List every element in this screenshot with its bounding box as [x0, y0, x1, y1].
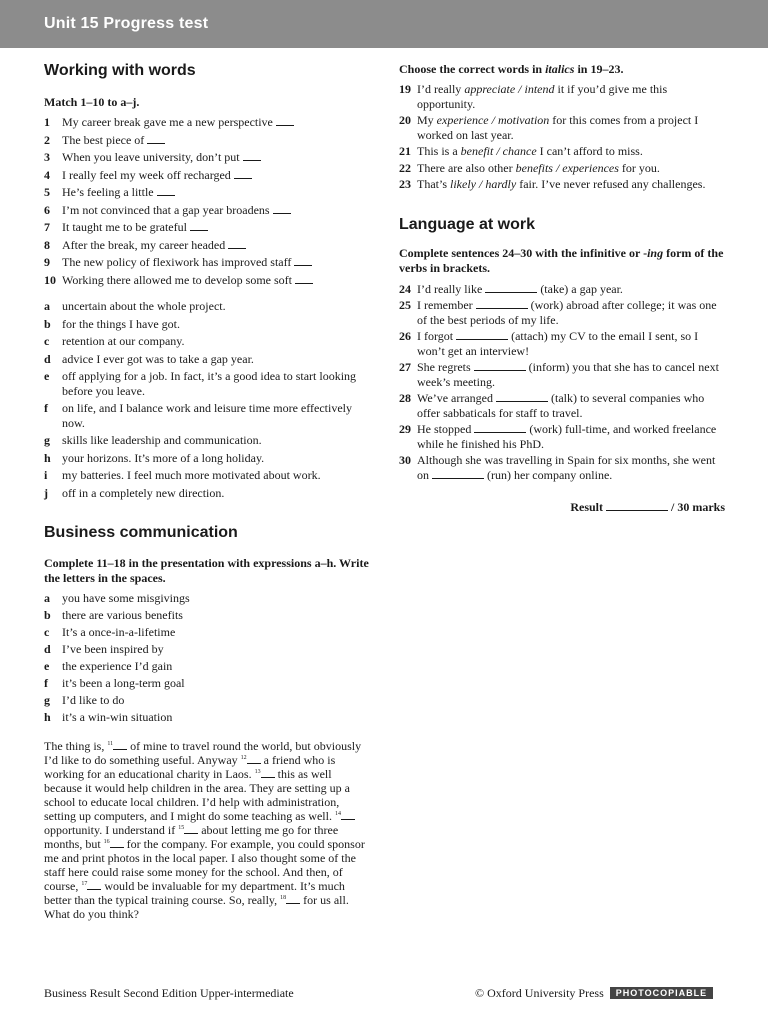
- word-choice[interactable]: appreciate / intend: [464, 82, 555, 96]
- expressions-list: [44, 591, 370, 725]
- word-choice[interactable]: benefits / experiences: [515, 160, 619, 175]
- list-item: 10 Working there allowed me to develop some soft: [44, 273, 370, 288]
- gap-13[interactable]: [261, 767, 275, 778]
- list-item: 1 My career break gave me a new perspective: [44, 115, 370, 130]
- list-item: 4 I really feel my week off recharged: [44, 168, 370, 183]
- list-item: e the experience I’d gain: [44, 659, 173, 673]
- list-item: 21 This is a benefit / chance I can’t afford to miss.: [399, 144, 643, 158]
- footer-copyright: © Oxford University Press PHOTOCOPIABLE: [475, 986, 713, 1001]
- list-item: a uncertain about the whole project.: [44, 299, 226, 313]
- footer-book-title: Business Result Second Edition Upper-intermediate: [44, 986, 294, 1000]
- result-label: Result: [570, 500, 603, 514]
- answer-blank[interactable]: [456, 329, 508, 340]
- list-item: i my batteries. I feel much more motivated about work.: [44, 468, 321, 482]
- gap-14[interactable]: [341, 809, 355, 820]
- word-choice[interactable]: benefit / chance: [460, 144, 537, 158]
- answer-blank[interactable]: [273, 203, 291, 214]
- list-item: d I’ve been inspired by: [44, 642, 164, 656]
- answer-blank[interactable]: [190, 220, 208, 231]
- left-column: [44, 62, 370, 921]
- sentences-list: [399, 282, 725, 483]
- result-line: [399, 500, 725, 515]
- list-item: g I’d like to do: [44, 693, 125, 707]
- list-item: a you have some misgivings: [44, 591, 190, 605]
- list-item: d advice I ever got was to take a gap year.: [44, 351, 254, 366]
- list-item: h it’s a win-win situation: [44, 710, 173, 724]
- list-item: 26 I forgot (attach) my CV to the email I sent, so I won’t get an interview!: [399, 329, 699, 358]
- presentation-passage: The thing is, $^{11}$ of mine to travel round the world, but obviously I’d like to do something useful. Anyway $^{12}$ a friend who is working for an educational charity in Laos. $^{13}$ this as well because it would help children in the area. They are setting up a school to educate local children. I’d help with administration, setting up computers, and I might do some teaching as well. $^{14}$ opportunity. I understand if $^{15}$ about letting me go for three months, but $^{16}$ for the company. For example, you could sponsor me and print photos in the local paper. I also thought some of the staff here could raise some money for the school. And then, of course, $^{17}$ would be invaluable for my department. It’s much better than the typical training course. So, really, $^{18}$ for us all. What do you think?: [44, 738, 365, 921]
- answer-blank[interactable]: [474, 360, 526, 371]
- list-item: b there are various benefits: [44, 608, 183, 622]
- answer-blank[interactable]: [228, 238, 246, 249]
- gap-11[interactable]: [113, 739, 127, 750]
- answer-blank[interactable]: [234, 168, 252, 179]
- section-heading-working-with-words: Working with words: [44, 62, 196, 79]
- list-item: 25 I remember (work) abroad after college; it was one of the best periods of my life.: [399, 298, 717, 327]
- section-heading-language-at-work: Language at work: [399, 215, 536, 233]
- list-item: 5 He’s feeling a little: [44, 185, 370, 200]
- result-blank[interactable]: [606, 500, 668, 511]
- instruction-complete-presentation: Complete 11–18 in the presentation with expressions a–h. Write the letters in the spaces.: [44, 556, 369, 585]
- list-item: 27 She regrets (inform) you that she has to cancel next week’s meeting.: [399, 360, 719, 389]
- list-item: 7 It taught me to be grateful: [44, 220, 370, 235]
- list-item: 19 I’d really appreciate / intend it if you’d give me this opportunity.: [399, 82, 668, 111]
- answer-blank[interactable]: [496, 391, 548, 402]
- word-choice[interactable]: likely / hardly: [450, 177, 517, 191]
- answer-blank[interactable]: [485, 282, 537, 293]
- answer-blank[interactable]: [243, 150, 261, 161]
- gap-16[interactable]: [110, 837, 124, 848]
- list-item: h your horizons. It’s more of a long holiday.: [44, 450, 265, 465]
- word-choice[interactable]: experience / motivation: [436, 113, 550, 127]
- answer-blank[interactable]: [295, 273, 313, 284]
- list-item: 29 He stopped (work) full-time, and worked freelance while he finished his PhD.: [399, 422, 717, 451]
- answer-blank[interactable]: [147, 133, 165, 144]
- gap-17[interactable]: [87, 879, 101, 890]
- list-item: c retention at our company.: [44, 334, 185, 348]
- list-item: 24 I’d really like (take) a gap year.: [399, 281, 623, 296]
- result-marks: / 30 marks: [671, 500, 725, 514]
- list-item: 20 My experience / motivation for this comes from a project I worked on last year.: [399, 113, 699, 142]
- page-header: [0, 0, 768, 48]
- list-item: 30 Although she was travelling in Spain for six months, she went on (run) her company online.: [399, 453, 716, 482]
- list-item: 6 I’m not convinced that a gap year broadens: [44, 203, 370, 218]
- list-item: 9 The new policy of flexiwork has improved staff: [44, 255, 370, 270]
- instruction-choose: Choose the correct words in italics in 19–23.: [399, 62, 624, 76]
- gap-12[interactable]: [247, 753, 261, 764]
- answer-blank[interactable]: [276, 115, 294, 126]
- list-item: 28 We’ve arranged (talk) to several companies who offer sabbaticals for staff to travel.: [399, 391, 705, 420]
- section-heading-business-communication: Business communication: [44, 524, 238, 541]
- list-item: b for the things I have got.: [44, 316, 180, 331]
- instruction-match: Match 1–10 to a–j.: [44, 95, 140, 109]
- list-item: g skills like leadership and communication.: [44, 433, 262, 447]
- list-item: 22 There are also other benefits / experiences for you.: [399, 160, 660, 175]
- list-item: e off applying for a job. In fact, it’s a good idea to start looking before you leave.: [44, 369, 357, 398]
- list-item: f on life, and I balance work and leisure time more effectively now.: [44, 401, 352, 430]
- list-item: c It’s a once-in-a-lifetime: [44, 625, 176, 639]
- list-item: f it’s been a long-term goal: [44, 676, 185, 690]
- gap-15[interactable]: [184, 823, 198, 834]
- list-item: j off in a completely new direction.: [44, 485, 225, 500]
- match-items-list: [44, 115, 370, 287]
- instruction-complete-sentences: Complete sentences 24–30 with the infinitive or -ing form of the verbs in brackets.: [399, 245, 724, 275]
- answer-blank[interactable]: [432, 468, 484, 479]
- answer-blank[interactable]: [474, 422, 526, 433]
- choose-items-list: [399, 82, 725, 192]
- list-item: 2 The best piece of: [44, 133, 370, 148]
- photocopiable-badge: PHOTOCOPIABLE: [610, 987, 713, 999]
- answer-blank[interactable]: [476, 298, 528, 309]
- page-title: Unit 15 Progress test: [44, 15, 209, 32]
- list-item: 3 When you leave university, don’t put: [44, 150, 370, 165]
- list-item: 8 After the break, my career headed: [44, 238, 370, 253]
- answer-blank[interactable]: [294, 255, 312, 266]
- list-item: 23 That’s likely / hardly fair. I’ve never refused any challenges.: [399, 177, 706, 191]
- right-column: [399, 62, 725, 515]
- gap-18[interactable]: [286, 893, 300, 904]
- answer-blank[interactable]: [157, 185, 175, 196]
- match-options-list: [44, 299, 370, 500]
